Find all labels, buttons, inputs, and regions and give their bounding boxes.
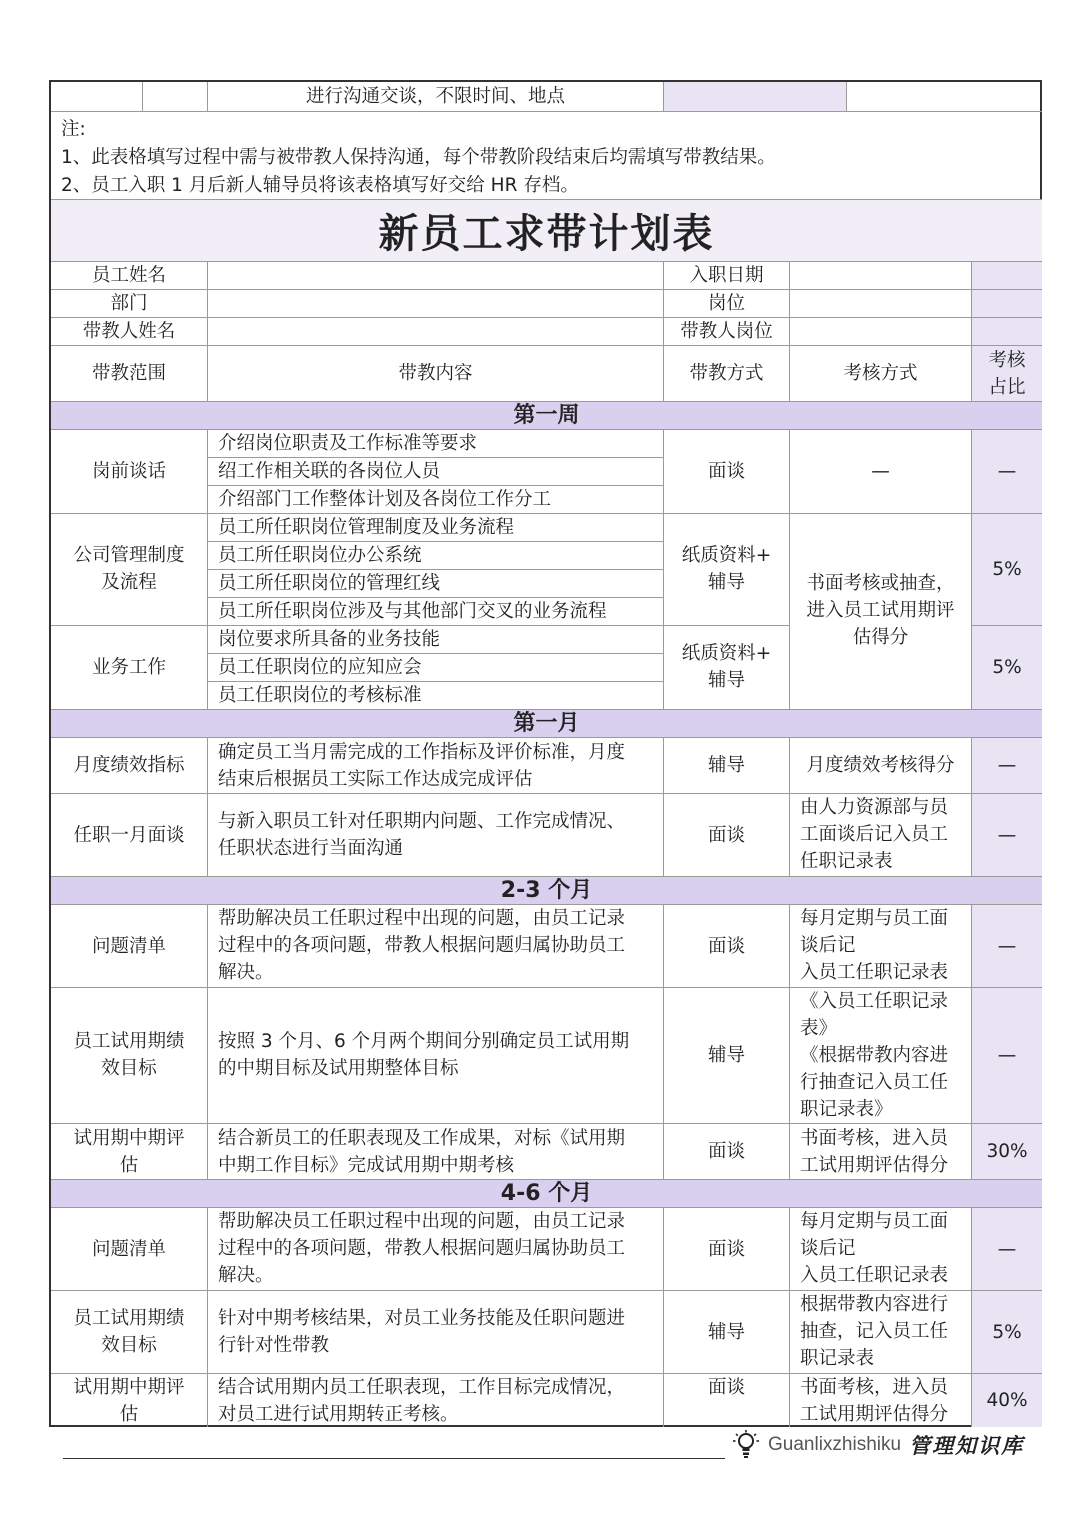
m23-goals-scope-line-1: 员工试用期绩 bbox=[73, 1031, 185, 1052]
kpi-weight: — bbox=[972, 738, 1042, 794]
m23-goals-weight: — bbox=[972, 988, 1042, 1124]
m23-issues-weight: — bbox=[972, 905, 1042, 988]
m23-goals-scope bbox=[51, 988, 208, 1124]
pre-talk-method: 面谈 bbox=[664, 430, 790, 514]
header-weight-line-1: 考核 bbox=[988, 350, 1026, 371]
interview-method: 面谈 bbox=[664, 794, 790, 877]
m23-midterm-assessment-line-1: 书面考核，进入员 bbox=[800, 1128, 949, 1149]
m46-goals-scope-line-1: 员工试用期绩 bbox=[73, 1308, 185, 1329]
header-weight-line-2: 占比 bbox=[988, 377, 1026, 398]
m23-issues-assessment-line-2: 谈后记 bbox=[800, 935, 856, 956]
m23-goals-assessment-line-2: 表》 bbox=[800, 1018, 838, 1039]
mentor-position-label: 带教人岗位 bbox=[664, 318, 790, 346]
business-method-line-2: 辅导 bbox=[707, 670, 745, 691]
shared-assessment bbox=[790, 514, 972, 710]
position-extra bbox=[972, 290, 1042, 318]
kpi-content bbox=[208, 738, 664, 794]
employee-name-label: 员工姓名 bbox=[51, 262, 208, 290]
hire-date-value bbox=[790, 262, 972, 290]
m46-goals-content-line-2: 行针对性带教 bbox=[218, 1335, 330, 1356]
mgmt-method-line-2: 辅导 bbox=[707, 572, 745, 593]
m46-goals-assessment bbox=[790, 1291, 972, 1374]
mgmt-weight: 5% bbox=[972, 514, 1042, 626]
m23-midterm-assessment-line-2: 工试用期评估得分 bbox=[800, 1155, 949, 1176]
top-row-cell-5 bbox=[847, 82, 1042, 112]
business-method bbox=[664, 626, 790, 710]
header-method: 带教方式 bbox=[664, 346, 790, 402]
m46-goals-content bbox=[208, 1291, 664, 1374]
m46-issues-content-line-3: 解决。 bbox=[218, 1265, 274, 1286]
m23-issues-method: 面谈 bbox=[664, 905, 790, 988]
m23-goals-assessment-line-1: 《入员工任职记录 bbox=[800, 991, 949, 1012]
m23-goals-scope-line-2: 效目标 bbox=[101, 1058, 157, 1079]
m46-final-content-line-2: 对员工进行试用期转正考核。 bbox=[218, 1404, 459, 1425]
m23-goals-method: 辅导 bbox=[664, 988, 790, 1124]
pre-talk-scope: 岗前谈话 bbox=[51, 430, 208, 514]
business-content-2: 员工任职岗位的应知应会 bbox=[208, 654, 664, 682]
position-value bbox=[790, 290, 972, 318]
m23-issues-assessment-line-1: 每月定期与员工面 bbox=[800, 908, 949, 929]
m46-final-scope-line-1: 试用期中期评 bbox=[73, 1377, 185, 1398]
kpi-scope: 月度绩效指标 bbox=[51, 738, 208, 794]
brand-cn: 管理知识库 bbox=[909, 1433, 1025, 1458]
m23-midterm-weight: 30% bbox=[972, 1124, 1042, 1180]
interview-content bbox=[208, 794, 664, 877]
department-value bbox=[208, 290, 664, 318]
m46-issues-assessment-line-3: 入员工任职记录表 bbox=[800, 1265, 949, 1286]
shared-assessment-line-2: 进入员工试用期评 bbox=[806, 600, 955, 621]
m23-goals-content bbox=[208, 988, 664, 1124]
m46-final-assessment bbox=[790, 1374, 972, 1427]
m46-issues-method: 面谈 bbox=[664, 1208, 790, 1291]
m23-goals-assessment bbox=[790, 988, 972, 1124]
brand-logo bbox=[732, 1428, 1024, 1462]
notes-item-2: 2、员工入职 1 月后新人辅导员将该表格填写好交给 HR 存档。 bbox=[61, 175, 579, 196]
m46-goals-scope-line-2: 效目标 bbox=[101, 1335, 157, 1356]
notes-label: 注: bbox=[61, 119, 86, 140]
m46-issues-assessment bbox=[790, 1208, 972, 1291]
interview-assessment-line-3: 任职记录表 bbox=[800, 851, 893, 872]
m23-midterm-scope-line-2: 估 bbox=[119, 1155, 139, 1176]
m46-goals-assessment-line-2: 抽查，记入员工任 bbox=[800, 1321, 949, 1342]
section-4-6-months: 4-6 个月 bbox=[51, 1180, 1042, 1208]
hire-date-extra bbox=[972, 262, 1042, 290]
m46-final-content bbox=[208, 1374, 664, 1427]
business-weight: 5% bbox=[972, 626, 1042, 710]
m46-final-assessment-line-1: 书面考核，进入员 bbox=[800, 1377, 949, 1398]
mgmt-method-line-1: 纸质资料+ bbox=[681, 545, 772, 566]
interview-assessment bbox=[790, 794, 972, 877]
m23-goals-assessment-line-3: 《根据带教内容进 bbox=[800, 1045, 949, 1066]
m46-goals-assessment-line-1: 根据带教内容进行 bbox=[800, 1294, 949, 1315]
business-method-line-1: 纸质资料+ bbox=[681, 643, 772, 664]
mgmt-scope bbox=[51, 514, 208, 626]
pre-talk-content-1: 介绍岗位职责及工作标准等要求 bbox=[208, 430, 664, 458]
plan-sheet bbox=[49, 80, 1042, 1427]
m23-goals-content-line-2: 的中期目标及试用期整体目标 bbox=[218, 1058, 459, 1079]
m23-goals-assessment-line-5: 职记录表》 bbox=[800, 1099, 893, 1120]
m23-issues-content-line-2: 过程中的各项问题，带教人根据问题归属协助员工 bbox=[218, 935, 626, 956]
section-2-3-months: 2-3 个月 bbox=[51, 877, 1042, 905]
top-row-cell-2 bbox=[143, 82, 208, 112]
m23-issues-scope: 问题清单 bbox=[51, 905, 208, 988]
header-weight bbox=[972, 346, 1042, 402]
pre-talk-assessment: — bbox=[790, 430, 972, 514]
m23-issues-content-line-1: 帮助解决员工任职过程中出现的问题，由员工记录 bbox=[218, 908, 626, 929]
m46-final-content-line-1: 结合试用期内员工任职表现，工作目标完成情况， bbox=[218, 1377, 626, 1398]
position-label: 岗位 bbox=[664, 290, 790, 318]
kpi-content-line-2: 结束后根据员工实际工作达成完成评估 bbox=[218, 769, 533, 790]
m46-goals-weight: 5% bbox=[972, 1291, 1042, 1374]
pre-talk-content-2: 绍工作相关联的各岗位人员 bbox=[208, 458, 664, 486]
brand-en: Guanlixzhishiku bbox=[768, 1434, 902, 1455]
interview-weight: — bbox=[972, 794, 1042, 877]
header-assessment: 考核方式 bbox=[790, 346, 972, 402]
employee-name-value bbox=[208, 262, 664, 290]
pre-talk-content-3: 介绍部门工作整体计划及各岗位工作分工 bbox=[208, 486, 664, 514]
m23-issues-assessment bbox=[790, 905, 972, 988]
header-content: 带教内容 bbox=[208, 346, 664, 402]
m46-issues-assessment-line-2: 谈后记 bbox=[800, 1238, 856, 1259]
mgmt-content-4: 员工所任职岗位涉及与其他部门交叉的业务流程 bbox=[208, 598, 664, 626]
page-title: 新员工求带计划表 bbox=[51, 200, 1042, 262]
interview-assessment-line-1: 由人力资源部与员 bbox=[800, 797, 949, 818]
m46-goals-content-line-1: 针对中期考核结果，对员工业务技能及任职问题进 bbox=[218, 1308, 626, 1329]
mgmt-scope-line-2: 及流程 bbox=[101, 572, 157, 593]
mentor-name-label: 带教人姓名 bbox=[51, 318, 208, 346]
business-content-3: 员工任职岗位的考核标准 bbox=[208, 682, 664, 710]
pre-talk-weight: — bbox=[972, 430, 1042, 514]
department-label: 部门 bbox=[51, 290, 208, 318]
m46-goals-method: 辅导 bbox=[664, 1291, 790, 1374]
top-row-text: 进行沟通交谈，不限时间、地点 bbox=[208, 82, 664, 112]
m46-goals-assessment-line-3: 职记录表 bbox=[800, 1348, 875, 1369]
m46-final-assessment-line-2: 工试用期评估得分 bbox=[800, 1404, 949, 1425]
m23-issues-content bbox=[208, 905, 664, 988]
m46-issues-content-line-2: 过程中的各项问题，带教人根据问题归属协助员工 bbox=[218, 1238, 626, 1259]
header-scope: 带教范围 bbox=[51, 346, 208, 402]
mgmt-content-2: 员工所任职岗位办公系统 bbox=[208, 542, 664, 570]
m46-issues-assessment-line-1: 每月定期与员工面 bbox=[800, 1211, 949, 1232]
mentor-name-value bbox=[208, 318, 664, 346]
m23-midterm-content-line-2: 中期工作目标》完成试用期中期考核 bbox=[218, 1155, 515, 1176]
m46-issues-weight: — bbox=[972, 1208, 1042, 1291]
interview-content-line-2: 任职状态进行当面沟通 bbox=[218, 838, 404, 859]
m46-final-method: 面谈 bbox=[664, 1374, 790, 1427]
m23-goals-content-line-1: 按照 3 个月、6 个月两个期间分别确定员工试用期 bbox=[218, 1031, 630, 1052]
mgmt-content-1: 员工所任职岗位管理制度及业务流程 bbox=[208, 514, 664, 542]
m23-goals-assessment-line-4: 行抽查记入员工任 bbox=[800, 1072, 949, 1093]
m23-midterm-content bbox=[208, 1124, 664, 1180]
section-month1: 第一月 bbox=[51, 710, 1042, 738]
lightbulb-icon bbox=[732, 1429, 760, 1461]
mgmt-content-3: 员工所任职岗位的管理红线 bbox=[208, 570, 664, 598]
interview-scope: 任职一月面谈 bbox=[51, 794, 208, 877]
m46-issues-content bbox=[208, 1208, 664, 1291]
mgmt-scope-line-1: 公司管理制度 bbox=[73, 545, 185, 566]
notes-block bbox=[51, 112, 1042, 200]
footer-divider bbox=[63, 1458, 725, 1459]
m23-midterm-method: 面谈 bbox=[664, 1124, 790, 1180]
m46-final-scope bbox=[51, 1374, 208, 1427]
kpi-assessment: 月度绩效考核得分 bbox=[790, 738, 972, 794]
business-scope: 业务工作 bbox=[51, 626, 208, 710]
m23-midterm-scope-line-1: 试用期中期评 bbox=[73, 1128, 185, 1149]
interview-content-line-1: 与新入职员工针对任职期内问题、工作完成情况、 bbox=[218, 811, 626, 832]
m23-midterm-assessment bbox=[790, 1124, 972, 1180]
mentor-position-extra bbox=[972, 318, 1042, 346]
kpi-content-line-1: 确定员工当月需完成的工作指标及评价标准，月度 bbox=[218, 742, 626, 763]
m46-issues-content-line-1: 帮助解决员工任职过程中出现的问题，由员工记录 bbox=[218, 1211, 626, 1232]
m23-midterm-content-line-1: 结合新员工的任职表现及工作成果，对标《试用期 bbox=[218, 1128, 626, 1149]
section-week1: 第一周 bbox=[51, 402, 1042, 430]
notes-item-1: 1、此表格填写过程中需与被带教人保持沟通，每个带教阶段结束后均需填写带教结果。 bbox=[61, 147, 776, 168]
mentor-position-value bbox=[790, 318, 972, 346]
shared-assessment-line-3: 估得分 bbox=[852, 627, 909, 648]
m23-issues-content-line-3: 解决。 bbox=[218, 962, 274, 983]
shared-assessment-line-1: 书面考核或抽查， bbox=[806, 573, 955, 594]
m46-issues-scope: 问题清单 bbox=[51, 1208, 208, 1291]
m46-final-weight: 40% bbox=[972, 1374, 1042, 1427]
m46-final-scope-line-2: 估 bbox=[119, 1404, 139, 1425]
m23-issues-assessment-line-3: 入员工任职记录表 bbox=[800, 962, 949, 983]
business-content-1: 岗位要求所具备的业务技能 bbox=[208, 626, 664, 654]
mgmt-method bbox=[664, 514, 790, 626]
kpi-method: 辅导 bbox=[664, 738, 790, 794]
m23-midterm-scope bbox=[51, 1124, 208, 1180]
m46-goals-scope bbox=[51, 1291, 208, 1374]
hire-date-label: 入职日期 bbox=[664, 262, 790, 290]
interview-assessment-line-2: 工面谈后记入员工 bbox=[800, 824, 949, 845]
top-row-cell-4 bbox=[664, 82, 847, 112]
top-row-cell-1 bbox=[51, 82, 143, 112]
